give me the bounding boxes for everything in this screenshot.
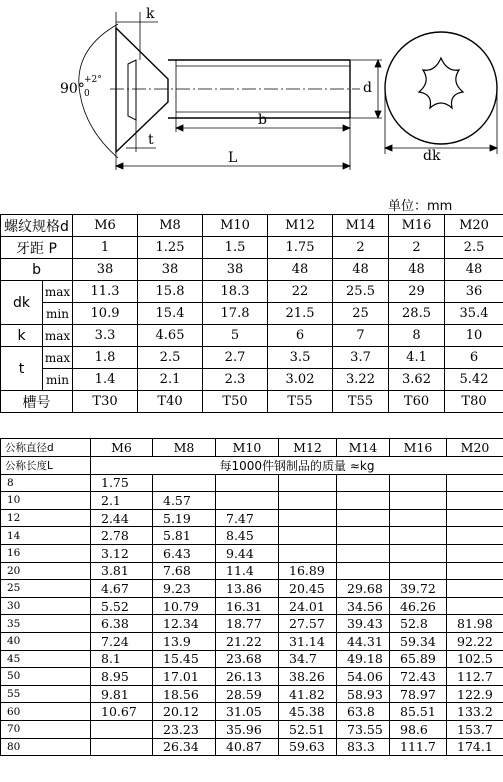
size-cell: M12 (279, 439, 337, 457)
value-cell: 8 (389, 325, 445, 347)
mass-cell (216, 492, 279, 510)
value-cell: 38 (138, 259, 203, 281)
length-cell: 80 (1, 738, 91, 756)
mass-cell (153, 474, 216, 492)
value-cell: 25.5 (333, 281, 389, 303)
label-b: b (258, 112, 267, 128)
mass-cell (337, 562, 390, 580)
length-cell: 50 (1, 668, 91, 686)
value-cell: 2.5 (445, 237, 503, 259)
k-label: k (1, 325, 43, 347)
value-cell: 25 (333, 303, 389, 325)
mass-cell (390, 492, 447, 510)
mass-cell (447, 562, 503, 580)
mass-cell: 34.7 (279, 650, 337, 668)
value-cell: 2 (389, 237, 445, 259)
mass-cell: 4.67 (91, 580, 153, 598)
mass-cell: 65.89 (390, 650, 447, 668)
mass-cell: 2.78 (91, 527, 153, 545)
table-row (1, 474, 503, 492)
mass-cell (390, 562, 447, 580)
dk-max-row (1, 281, 503, 303)
value-cell: 48 (268, 259, 333, 281)
mass-cell: 44.31 (337, 632, 390, 650)
mass-cell: 23.23 (153, 720, 216, 738)
value-cell: 22 (268, 281, 333, 303)
max-label: max (43, 325, 73, 347)
mass-cell (337, 527, 390, 545)
size-cell: M16 (389, 215, 445, 237)
mass-cell: 40.87 (216, 738, 279, 756)
mass-cell: 20.12 (153, 703, 216, 721)
b-row (1, 259, 503, 281)
t-min-row (1, 369, 503, 391)
mass-cell (337, 509, 390, 527)
mass-cell: 31.05 (216, 703, 279, 721)
mass-cell: 122.9 (447, 685, 503, 703)
table-row (1, 650, 503, 668)
mass-cell: 49.18 (337, 650, 390, 668)
table-row (1, 509, 503, 527)
k-row (1, 325, 503, 347)
value-cell: 4.65 (138, 325, 203, 347)
mass-cell: 9.23 (153, 580, 216, 598)
mass-cell (279, 544, 337, 562)
length-cell: 30 (1, 597, 91, 615)
min-label: min (43, 369, 73, 391)
length-cell: 14 (1, 527, 91, 545)
mass-cell: 153.7 (447, 720, 503, 738)
mass-cell: 26.34 (153, 738, 216, 756)
mass-cell (279, 492, 337, 510)
screw-head-outline (116, 28, 168, 152)
value-cell: T30 (73, 391, 138, 413)
table-row (1, 738, 503, 756)
table-row (1, 668, 503, 686)
mass-cell: 6.43 (153, 544, 216, 562)
mass-cell: 174.1 (447, 738, 503, 756)
mass-cell: 24.01 (279, 597, 337, 615)
mass-cell: 17.01 (153, 668, 216, 686)
mass-cell: 10.67 (91, 703, 153, 721)
mass-cell: 15.45 (153, 650, 216, 668)
mass-cell: 39.43 (337, 615, 390, 633)
value-cell: 1.8 (73, 347, 138, 369)
length-cell: 12 (1, 509, 91, 527)
mass-cell: 85.51 (390, 703, 447, 721)
mass-cell (447, 580, 503, 598)
mass-cell: 35.96 (216, 720, 279, 738)
mass-cell: 5.19 (153, 509, 216, 527)
unit-label: 单位：mm (388, 199, 453, 214)
value-cell: 6 (268, 325, 333, 347)
mass-cell (390, 544, 447, 562)
nominal-length-label: 公称长度L (1, 456, 91, 474)
mass-cell: 21.22 (216, 632, 279, 650)
slot-label: 槽号 (1, 391, 73, 413)
mass-cell: 10.79 (153, 597, 216, 615)
mass-cell: 2.44 (91, 509, 153, 527)
value-cell: T60 (389, 391, 445, 413)
value-cell: T80 (445, 391, 503, 413)
value-cell: 4.1 (389, 347, 445, 369)
mass-cell: 59.63 (279, 738, 337, 756)
t-max-row (1, 347, 503, 369)
value-cell: 48 (445, 259, 503, 281)
value-cell: 2.7 (203, 347, 268, 369)
label-dk: dk (423, 148, 441, 164)
mass-cell: 72.43 (390, 668, 447, 686)
value-cell: 3.02 (268, 369, 333, 391)
mass-cell (279, 509, 337, 527)
torx-recess (419, 58, 463, 108)
value-cell: 6 (445, 347, 503, 369)
mass-title: 每1000件钢制品的质量 ≈kg (91, 456, 503, 474)
value-cell: 10.9 (73, 303, 138, 325)
label-angle: 90° (60, 81, 85, 97)
mass-cell: 18.56 (153, 685, 216, 703)
value-cell: T55 (333, 391, 389, 413)
mass-cell: 13.86 (216, 580, 279, 598)
length-cell: 55 (1, 685, 91, 703)
mass-cell: 3.81 (91, 562, 153, 580)
mass-cell: 23.68 (216, 650, 279, 668)
table-row (1, 720, 503, 738)
mass-cell: 111.7 (390, 738, 447, 756)
dk-min-row (1, 303, 503, 325)
label-k: k (146, 6, 155, 22)
mass-table (0, 438, 503, 756)
mass-cell: 92.22 (447, 632, 503, 650)
size-cell: M10 (203, 215, 268, 237)
length-cell: 10 (1, 492, 91, 510)
length-cell: 16 (1, 544, 91, 562)
mass-cell: 83.3 (337, 738, 390, 756)
size-cell: M6 (73, 215, 138, 237)
mass-cell: 13.9 (153, 632, 216, 650)
length-cell: 35 (1, 615, 91, 633)
mass-cell: 1.75 (91, 474, 153, 492)
table-row (1, 597, 503, 615)
mass-cell (447, 509, 503, 527)
size-cell: M8 (138, 215, 203, 237)
nominal-diameter-label: 公称直径d (1, 439, 91, 457)
mass-cell (447, 597, 503, 615)
mass-cell: 81.98 (447, 615, 503, 633)
value-cell: 3.5 (268, 347, 333, 369)
table-row (1, 580, 503, 598)
mass-cell: 26.13 (216, 668, 279, 686)
mass-cell: 4.57 (153, 492, 216, 510)
slot-row (1, 391, 503, 413)
mass-cell: 59.34 (390, 632, 447, 650)
mass-cell: 16.31 (216, 597, 279, 615)
mass-cell (216, 474, 279, 492)
mass-cell: 7.68 (153, 562, 216, 580)
value-cell: 2.5 (138, 347, 203, 369)
mass-cell: 39.72 (390, 580, 447, 598)
mass-cell (390, 527, 447, 545)
mass-cell: 41.82 (279, 685, 337, 703)
mass-header-row-2 (1, 456, 503, 474)
mass-cell: 34.56 (337, 597, 390, 615)
mass-cell: 58.93 (337, 685, 390, 703)
label-d: d (363, 80, 372, 96)
value-cell: 1.5 (203, 237, 268, 259)
size-cell: M8 (153, 439, 216, 457)
value-cell: 48 (333, 259, 389, 281)
min-label: min (43, 303, 73, 325)
size-cell: M20 (445, 215, 503, 237)
max-label: max (43, 281, 73, 303)
value-cell: 38 (73, 259, 138, 281)
value-cell: 28.5 (389, 303, 445, 325)
length-cell: 45 (1, 650, 91, 668)
mass-cell: 12.34 (153, 615, 216, 633)
mass-cell: 38.26 (279, 668, 337, 686)
value-cell: 1.25 (138, 237, 203, 259)
size-cell: M14 (337, 439, 390, 457)
mass-cell: 9.44 (216, 544, 279, 562)
mass-cell: 18.77 (216, 615, 279, 633)
mass-cell: 102.5 (447, 650, 503, 668)
value-cell: 11.3 (73, 281, 138, 303)
value-cell: T40 (138, 391, 203, 413)
value-cell: 3.3 (73, 325, 138, 347)
spec-table (0, 214, 503, 413)
value-cell: 15.8 (138, 281, 203, 303)
mass-header-row-1 (1, 439, 503, 457)
value-cell: 21.5 (268, 303, 333, 325)
value-cell: 1.4 (73, 369, 138, 391)
label-angle-tol-top: +2° (84, 75, 102, 85)
mass-cell: 8.45 (216, 527, 279, 545)
max-label: max (43, 347, 73, 369)
mass-cell: 28.59 (216, 685, 279, 703)
mass-cell (337, 544, 390, 562)
mass-cell: 7.24 (91, 632, 153, 650)
pitch-row (1, 237, 503, 259)
value-cell: 5 (203, 325, 268, 347)
mass-cell (390, 474, 447, 492)
mass-cell: 9.81 (91, 685, 153, 703)
b-label: b (1, 259, 73, 281)
value-cell: 29 (389, 281, 445, 303)
label-L: L (228, 150, 238, 166)
table-row (1, 544, 503, 562)
mass-cell: 112.7 (447, 668, 503, 686)
mass-cell: 45.38 (279, 703, 337, 721)
value-cell: 3.7 (333, 347, 389, 369)
length-cell: 8 (1, 474, 91, 492)
value-cell: T50 (203, 391, 268, 413)
size-cell: M12 (268, 215, 333, 237)
dk-label: dk (1, 281, 43, 325)
mass-cell (279, 474, 337, 492)
mass-cell: 46.26 (390, 597, 447, 615)
mass-cell: 11.4 (216, 562, 279, 580)
size-row (1, 215, 503, 237)
mass-cell: 78.97 (390, 685, 447, 703)
value-cell: 2.1 (138, 369, 203, 391)
mass-cell (91, 738, 153, 756)
table-row (1, 562, 503, 580)
mass-cell: 73.55 (337, 720, 390, 738)
mass-cell: 3.12 (91, 544, 153, 562)
table-row (1, 615, 503, 633)
mass-cell: 31.14 (279, 632, 337, 650)
mass-cell: 8.1 (91, 650, 153, 668)
value-cell: 15.4 (138, 303, 203, 325)
mass-cell (279, 527, 337, 545)
head-recess (128, 60, 136, 120)
mass-cell: 133.2 (447, 703, 503, 721)
value-cell: 48 (389, 259, 445, 281)
size-cell: M16 (390, 439, 447, 457)
mass-cell (337, 474, 390, 492)
mass-cell: 20.45 (279, 580, 337, 598)
mass-cell: 5.52 (91, 597, 153, 615)
size-cell: M14 (333, 215, 389, 237)
mass-cell: 52.51 (279, 720, 337, 738)
length-cell: 25 (1, 580, 91, 598)
value-cell: 1 (73, 237, 138, 259)
value-cell: T55 (268, 391, 333, 413)
value-cell: 36 (445, 281, 503, 303)
length-cell: 70 (1, 720, 91, 738)
mass-cell: 63.8 (337, 703, 390, 721)
mass-cell (447, 492, 503, 510)
thread-spec-label: 螺纹规格d (1, 215, 73, 237)
value-cell: 3.62 (389, 369, 445, 391)
length-cell: 20 (1, 562, 91, 580)
mass-cell (447, 544, 503, 562)
table-row (1, 527, 503, 545)
mass-cell: 98.6 (390, 720, 447, 738)
mass-cell: 2.1 (91, 492, 153, 510)
mass-cell: 7.47 (216, 509, 279, 527)
length-cell: 60 (1, 703, 91, 721)
mass-cell (447, 527, 503, 545)
head-top-view (385, 32, 497, 144)
table-row (1, 703, 503, 721)
value-cell: 35.4 (445, 303, 503, 325)
length-cell: 40 (1, 632, 91, 650)
mass-cell: 52.8 (390, 615, 447, 633)
mass-cell (390, 509, 447, 527)
mass-cell (337, 492, 390, 510)
size-cell: M10 (216, 439, 279, 457)
table-row (1, 632, 503, 650)
value-cell: 10 (445, 325, 503, 347)
label-angle-tol-bot: 0 (84, 89, 90, 99)
value-cell: 18.3 (203, 281, 268, 303)
value-cell: 2 (333, 237, 389, 259)
mass-cell: 16.89 (279, 562, 337, 580)
size-cell: M6 (91, 439, 153, 457)
mass-cell: 6.38 (91, 615, 153, 633)
value-cell: 7 (333, 325, 389, 347)
label-t: t (148, 132, 154, 148)
size-cell: M20 (447, 439, 503, 457)
value-cell: 3.22 (333, 369, 389, 391)
value-cell: 38 (203, 259, 268, 281)
value-cell: 2.3 (203, 369, 268, 391)
screw-drawing (0, 0, 503, 192)
table-row (1, 492, 503, 510)
t-label: t (1, 347, 43, 391)
mass-cell (91, 720, 153, 738)
mass-cell: 5.81 (153, 527, 216, 545)
value-cell: 5.42 (445, 369, 503, 391)
value-cell: 17.8 (203, 303, 268, 325)
pitch-label: 牙距 P (1, 237, 73, 259)
value-cell: 1.75 (268, 237, 333, 259)
mass-cell: 54.06 (337, 668, 390, 686)
table-row (1, 685, 503, 703)
mass-cell: 29.68 (337, 580, 390, 598)
mass-cell: 27.57 (279, 615, 337, 633)
mass-cell (447, 474, 503, 492)
mass-cell: 8.95 (91, 668, 153, 686)
